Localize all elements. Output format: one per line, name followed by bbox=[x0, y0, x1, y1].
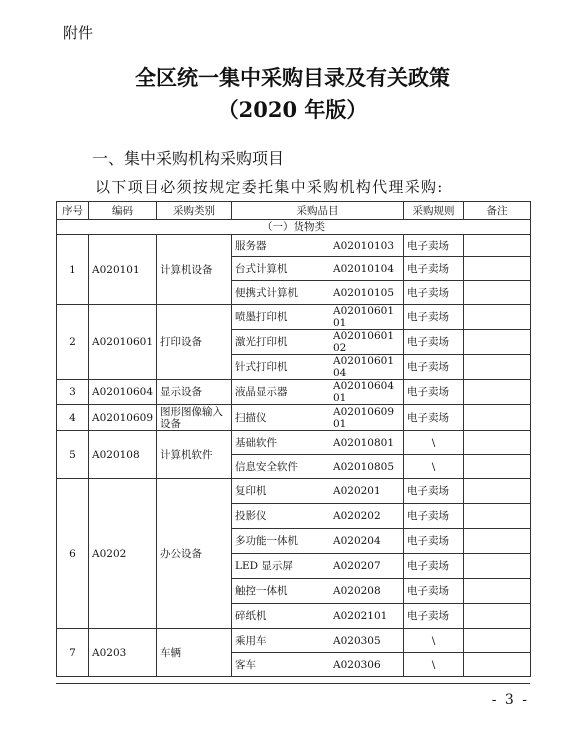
item-note bbox=[464, 504, 531, 529]
item-cell bbox=[232, 380, 404, 405]
header-rule: 采购规则 bbox=[404, 202, 464, 220]
header-category: 采购类别 bbox=[157, 202, 232, 220]
item-note bbox=[464, 629, 531, 653]
header-code: 编码 bbox=[89, 202, 157, 220]
item-note bbox=[464, 355, 531, 380]
row-category: 打印设备 bbox=[157, 305, 232, 380]
item-note bbox=[464, 455, 531, 479]
item-cell bbox=[232, 579, 404, 604]
item-note bbox=[464, 257, 531, 281]
table-row bbox=[57, 235, 531, 257]
item-cell bbox=[232, 235, 404, 257]
item-cell bbox=[232, 554, 404, 579]
item-name: 复印机 bbox=[235, 485, 267, 497]
attachment-label: 附件 bbox=[63, 24, 94, 42]
row-category: 图形图像输入设备 bbox=[157, 405, 232, 431]
item-rule: 电子卖场 bbox=[404, 355, 464, 380]
item-code: A02010801 bbox=[333, 436, 395, 449]
table-row bbox=[57, 479, 531, 504]
item-name: 触控一体机 bbox=[235, 585, 288, 597]
item-name: 基础软件 bbox=[235, 436, 277, 449]
item-name: 激光打印机 bbox=[235, 336, 288, 348]
item-cell bbox=[232, 431, 404, 455]
row-category: 办公设备 bbox=[157, 479, 232, 629]
row-code: A0202 bbox=[89, 479, 157, 629]
item-code: A020201 bbox=[333, 485, 381, 497]
item-cell bbox=[232, 355, 404, 380]
item-note bbox=[464, 305, 531, 330]
row-code: A02010609 bbox=[89, 405, 157, 431]
item-name: 多功能一体机 bbox=[235, 535, 298, 547]
item-cell bbox=[232, 281, 404, 305]
item-rule: \ bbox=[404, 653, 464, 677]
item-code: A020207 bbox=[333, 560, 381, 572]
row-number: 4 bbox=[57, 405, 89, 431]
item-cell bbox=[232, 330, 404, 355]
item-code: A020204 bbox=[333, 535, 381, 547]
item-rule: 电子卖场 bbox=[404, 579, 464, 604]
item-code: A020305 bbox=[333, 634, 381, 647]
item-cell bbox=[232, 653, 404, 677]
item-rule: 电子卖场 bbox=[404, 330, 464, 355]
row-number: 5 bbox=[57, 431, 89, 479]
item-rule: 电子卖场 bbox=[404, 604, 464, 629]
item-note bbox=[464, 579, 531, 604]
item-rule: 电子卖场 bbox=[404, 235, 464, 257]
item-rule: 电子卖场 bbox=[404, 281, 464, 305]
item-name: 喷墨打印机 bbox=[235, 311, 288, 323]
item-cell bbox=[232, 257, 404, 281]
table-row bbox=[57, 629, 531, 653]
table-row bbox=[57, 305, 531, 330]
item-cell bbox=[232, 529, 404, 554]
item-code: A020208 bbox=[333, 585, 381, 597]
item-note bbox=[464, 529, 531, 554]
header-item: 采购品目 bbox=[232, 202, 404, 220]
item-note bbox=[464, 604, 531, 629]
procurement-table bbox=[56, 201, 531, 677]
header-no: 序号 bbox=[57, 202, 89, 220]
table-row bbox=[57, 431, 531, 455]
item-name: LED 显示屏 bbox=[235, 560, 293, 572]
section-heading: 一、集中采购机构采购项目 bbox=[92, 149, 285, 168]
item-cell bbox=[232, 455, 404, 479]
item-name: 客车 bbox=[235, 658, 256, 671]
item-note bbox=[464, 479, 531, 504]
table-row bbox=[57, 405, 531, 431]
item-rule: 电子卖场 bbox=[404, 405, 464, 431]
item-name: 信息安全软件 bbox=[235, 460, 298, 473]
item-rule: 电子卖场 bbox=[404, 504, 464, 529]
item-code: A02010104 bbox=[333, 262, 395, 275]
item-rule: \ bbox=[404, 455, 464, 479]
item-name: 投影仪 bbox=[235, 510, 267, 522]
item-cell bbox=[232, 305, 404, 330]
item-name: 液晶显示器 bbox=[235, 386, 288, 398]
item-note bbox=[464, 380, 531, 405]
item-rule: 电子卖场 bbox=[404, 305, 464, 330]
group-row bbox=[57, 220, 531, 235]
item-note bbox=[464, 554, 531, 579]
item-rule: 电子卖场 bbox=[404, 529, 464, 554]
item-code: A0201060901 bbox=[333, 405, 395, 430]
page-subtitle-year: （2020 年版） bbox=[217, 97, 368, 122]
item-code: A02010103 bbox=[333, 239, 395, 252]
item-name: 台式计算机 bbox=[235, 262, 288, 275]
item-cell bbox=[232, 504, 404, 529]
table-body bbox=[57, 220, 531, 677]
item-name: 服务器 bbox=[235, 239, 267, 252]
item-rule: 电子卖场 bbox=[404, 554, 464, 579]
header-note: 备注 bbox=[464, 202, 531, 220]
page-number: - 3 - bbox=[491, 692, 529, 708]
table-header bbox=[57, 202, 531, 220]
row-number: 2 bbox=[57, 305, 89, 380]
item-code: A0201060104 bbox=[333, 355, 395, 379]
item-cell bbox=[232, 405, 404, 431]
item-rule: 电子卖场 bbox=[404, 479, 464, 504]
row-number: 1 bbox=[57, 235, 89, 305]
item-code: A0201060101 bbox=[333, 305, 395, 329]
row-number: 7 bbox=[57, 629, 89, 677]
item-name: 碎纸机 bbox=[235, 610, 267, 622]
table-bottom-rule bbox=[56, 683, 530, 684]
row-code: A020101 bbox=[89, 235, 157, 305]
item-code: A0201060102 bbox=[333, 330, 395, 354]
item-name: 乘用车 bbox=[235, 634, 267, 647]
row-code: A02010601 bbox=[89, 305, 157, 380]
item-note bbox=[464, 235, 531, 257]
item-cell bbox=[232, 479, 404, 504]
item-note bbox=[464, 281, 531, 305]
row-code: A02010604 bbox=[89, 380, 157, 405]
item-note bbox=[464, 653, 531, 677]
item-note bbox=[464, 405, 531, 431]
item-code: A02010805 bbox=[333, 460, 395, 473]
row-code: A0203 bbox=[89, 629, 157, 677]
item-cell bbox=[232, 604, 404, 629]
row-category: 计算机设备 bbox=[157, 235, 232, 305]
item-rule: \ bbox=[404, 431, 464, 455]
item-name: 便携式计算机 bbox=[235, 286, 298, 299]
group-label: （一）货物类 bbox=[57, 220, 531, 235]
item-code: A020306 bbox=[333, 658, 381, 671]
item-cell bbox=[232, 629, 404, 653]
row-number: 6 bbox=[57, 479, 89, 629]
row-number: 3 bbox=[57, 380, 89, 405]
page-title: 全区统一集中采购目录及有关政策 bbox=[135, 65, 450, 90]
item-rule: 电子卖场 bbox=[404, 380, 464, 405]
table-row bbox=[57, 380, 531, 405]
item-name: 针式打印机 bbox=[235, 361, 288, 373]
intro-text: 以下项目必须按规定委托集中采购机构代理采购: bbox=[95, 178, 444, 196]
item-name: 扫描仪 bbox=[235, 411, 267, 424]
item-code: A0201060401 bbox=[333, 380, 395, 404]
row-category: 显示设备 bbox=[157, 380, 232, 405]
row-category: 车辆 bbox=[157, 629, 232, 677]
row-code: A020108 bbox=[89, 431, 157, 479]
item-note bbox=[464, 431, 531, 455]
item-rule: \ bbox=[404, 629, 464, 653]
item-code: A020202 bbox=[333, 510, 381, 522]
item-code: A0202101 bbox=[333, 610, 388, 622]
item-note bbox=[464, 330, 531, 355]
item-code: A02010105 bbox=[333, 286, 395, 299]
row-category: 计算机软件 bbox=[157, 431, 232, 479]
item-rule: 电子卖场 bbox=[404, 257, 464, 281]
